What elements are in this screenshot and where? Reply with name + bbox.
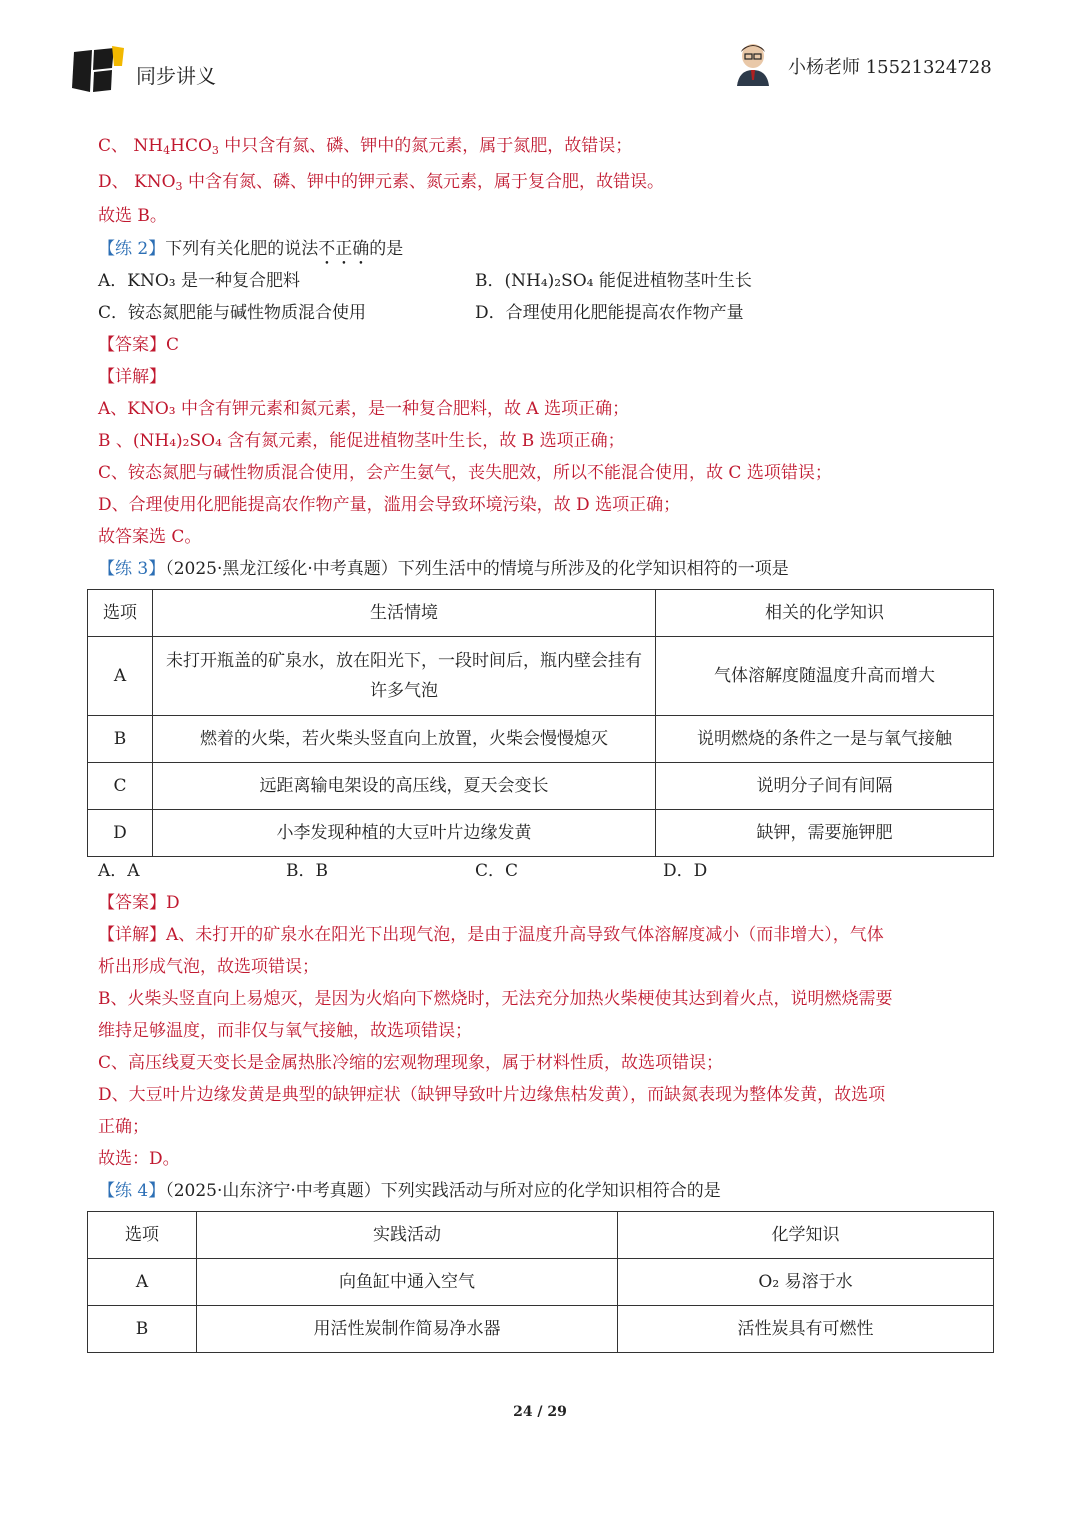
q2-option-c: C．铵态氮肥能与碱性物质混合使用: [98, 303, 367, 323]
table-cell: 向鱼缸中通入空气: [197, 1259, 618, 1306]
q3-detail-line: 故选：D。: [98, 1149, 180, 1169]
prev-detail-c: C、 $NH_4HCO_3$ 中只含有氮、磷、钾中的氮元素，属于氮肥，故错误；: [98, 136, 633, 157]
table-row: [88, 1259, 994, 1306]
q3-detail-line: C、高压线夏天变长是金属热胀冷缩的宏观物理现象，属于材料性质，故选项错误；: [98, 1053, 724, 1073]
q3-detail-line: 正确；: [98, 1117, 149, 1137]
table-row: [88, 763, 994, 810]
q4-table: [87, 1211, 994, 1353]
q2-detail-tag: 【详解】: [98, 367, 166, 387]
q3-detail-line: 维持足够温度，而非仅与氧气接触，故选项错误；: [98, 1021, 472, 1041]
brand-title: 同步讲义: [136, 64, 216, 88]
q2-option-b: B．(NH₄)₂SO₄ 能促进植物茎叶生长: [475, 271, 752, 291]
table-header-row: [88, 1212, 994, 1259]
table-cell: 用活性炭制作简易净水器: [197, 1306, 618, 1353]
table-row: [88, 637, 994, 716]
q3-choice-b: B．B: [286, 861, 328, 881]
table-header-cell: 化学知识: [618, 1212, 994, 1259]
table-header-cell: 实践活动: [197, 1212, 618, 1259]
q2-detail-line: 故答案选 C。: [98, 527, 202, 547]
q3-detail-line: 析出形成气泡，故选项错误；: [98, 957, 319, 977]
q2-detail-line: D、合理使用化肥能提高农作物产量，滥用会导致环境污染，故 D 选项正确；: [98, 495, 681, 515]
table-row: [88, 716, 994, 763]
prev-conclusion: 故选 B。: [98, 206, 167, 226]
logo-icon: [70, 44, 126, 94]
table-cell: A: [88, 637, 153, 716]
table-header-cell: 选项: [88, 590, 153, 637]
q2-option-d: D．合理使用化肥能提高农作物产量: [475, 303, 744, 323]
table-cell: 气体溶解度随温度升高而增大: [656, 637, 994, 716]
table-cell: O₂ 易溶于水: [618, 1259, 994, 1306]
q3-choice-a: A．A: [98, 861, 140, 881]
table-header-cell: 相关的化学知识: [656, 590, 994, 637]
prev-detail-d: D、 $KNO_3$ 中含有氮、磷、钾中的钾元素、氮元素，属于复合肥，故错误。: [98, 172, 664, 193]
table-cell: C: [88, 763, 153, 810]
table-cell: 缺钾，需要施钾肥: [656, 810, 994, 857]
table-cell: D: [88, 810, 153, 857]
teacher-contact: 小杨老师 15521324728: [788, 57, 992, 78]
table-header-cell: 选项: [88, 1212, 197, 1259]
table-cell: 活性炭具有可燃性: [618, 1306, 994, 1353]
q2-answer: 【答案】C: [98, 335, 180, 355]
q2-detail-line: C、铵态氮肥与碱性物质混合使用，会产生氨气，丧失肥效，所以不能混合使用，故 C 选项错误；: [98, 463, 832, 483]
table-header-row: [88, 590, 994, 637]
table-cell: B: [88, 716, 153, 763]
q3-answer: 【答案】D: [98, 893, 180, 913]
table-cell: 说明燃烧的条件之一是与氧气接触: [656, 716, 994, 763]
table-header-cell: 生活情境: [153, 590, 656, 637]
q3-detail-line: 【详解】A、未打开的矿泉水在阳光下出现气泡，是由于温度升高导致气体溶解度减小（而非增大），气体: [98, 925, 884, 945]
table-cell: A: [88, 1259, 197, 1306]
q2-stem: 【练 2】下列有关化肥的说法不正确的是: [98, 239, 404, 259]
q3-detail-line: B、火柴头竖直向上易熄灭，是因为火焰向下燃烧时，无法充分加热火柴梗使其达到着火点，说明燃烧需要: [98, 989, 893, 1009]
page-header: [0, 0, 1080, 110]
q4-stem: 【练 4】（2025·山东济宁·中考真题）下列实践活动与所对应的化学知识相符合的是: [98, 1181, 721, 1201]
q3-table: [87, 589, 994, 857]
table-cell: 小李发现种植的大豆叶片边缘发黄: [153, 810, 656, 857]
q3-choice-d: D．D: [663, 861, 708, 881]
table-cell: 燃着的火柴，若火柴头竖直向上放置，火柴会慢慢熄灭: [153, 716, 656, 763]
q3-stem: 【练 3】（2025·黑龙江绥化·中考真题）下列生活中的情境与所涉及的化学知识相符的一项是: [98, 559, 789, 579]
q3-choice-c: C．C: [475, 861, 519, 881]
table-row: [88, 810, 994, 857]
page-number: 24 / 29: [513, 1404, 567, 1420]
table-cell: 说明分子间有间隔: [656, 763, 994, 810]
q2-option-a: A．KNO₃ 是一种复合肥料: [98, 271, 301, 291]
table-cell: 未打开瓶盖的矿泉水，放在阳光下，一段时间后，瓶内壁会挂有许多气泡: [153, 637, 656, 716]
teacher-avatar-icon: [733, 40, 773, 86]
table-cell: B: [88, 1306, 197, 1353]
table-cell: 远距离输电架设的高压线，夏天会变长: [153, 763, 656, 810]
table-row: [88, 1306, 994, 1353]
q2-detail-line: A、KNO₃ 中含有钾元素和氮元素，是一种复合肥料，故 A 选项正确；: [98, 399, 630, 419]
q2-detail-line: B 、(NH₄)₂SO₄ 含有氮元素，能促进植物茎叶生长，故 B 选项正确；: [98, 431, 625, 451]
q3-detail-line: D、大豆叶片边缘发黄是典型的缺钾症状（缺钾导致叶片边缘焦枯发黄），而缺氮表现为整体发黄，故选项: [98, 1085, 886, 1105]
